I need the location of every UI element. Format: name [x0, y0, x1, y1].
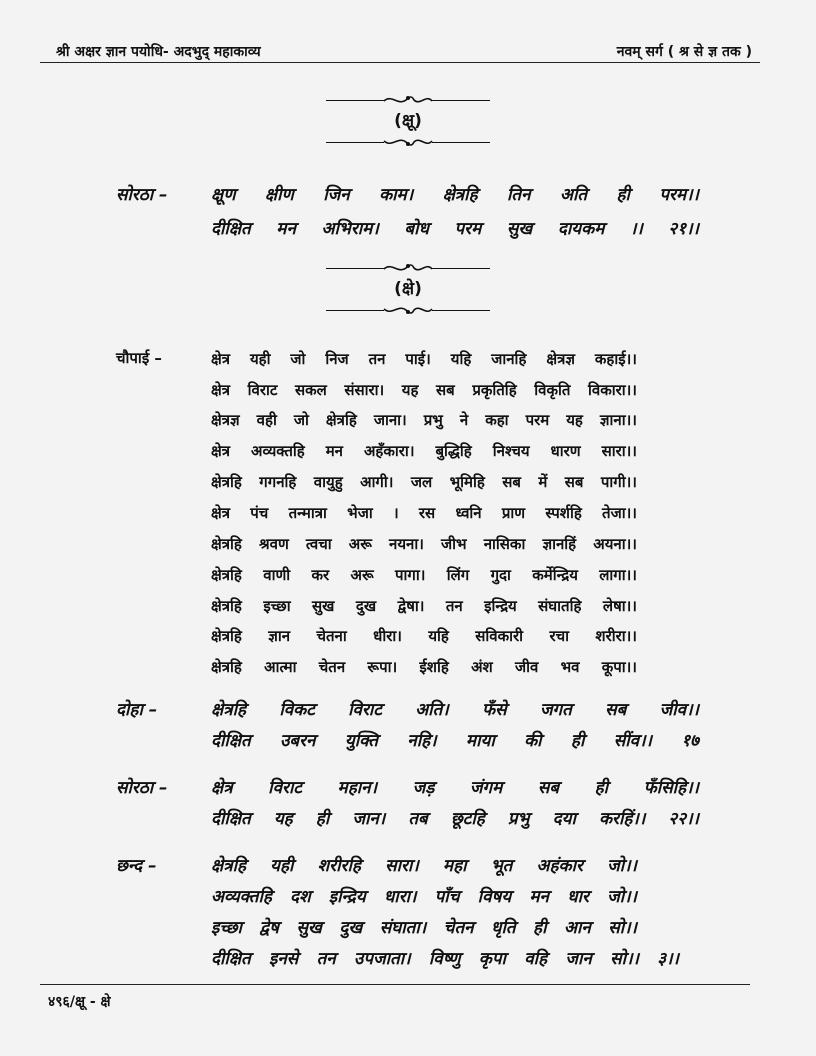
verse-line: क्षेत्र यही जो निज तन पाई। यहि जानहि क्षेत्रज्ञ कहाई।। [211, 350, 637, 368]
top-ornament [318, 260, 498, 276]
page-header [40, 40, 760, 63]
verse-line: दीक्षित इनसे तन उपजाता। विष्णु कृपा वहि जान सो।। ३।। [211, 949, 679, 969]
section-heading-kshe [318, 260, 498, 318]
verse-line: क्षूण क्षीण जिन काम। क्षेत्रहि तिन अति ही परम।। [211, 185, 699, 205]
footer-rule [40, 984, 750, 985]
verse-line: क्षेत्र पंच तन्मात्रा भेजा । रस ध्वनि प्राण स्पर्शहि तेजा।। [211, 504, 637, 522]
verse-line: क्षेत्र अव्यक्तहि मन अहँकारा। बुद्धिहि निश्चय धारण सारा।। [211, 442, 637, 460]
page-number: ४९६/क्षू - क्षे [48, 994, 111, 1010]
flourish-icon [382, 302, 434, 318]
verse-line: दीक्षित उबरन युक्ति नहि। माया की ही सींव।। १७ [211, 731, 699, 751]
flourish-icon [382, 92, 434, 108]
bottom-ornament [318, 302, 498, 318]
chaupai-label: चौपाई – [116, 349, 162, 367]
section-title: (क्षे) [394, 279, 422, 299]
verse-line: क्षेत्र विराट सकल संसारा। यह सब प्रकृतिहि विकृति विकारा।। [211, 381, 637, 399]
verse-line: दीक्षित मन अभिराम। बोध परम सुख दायकम ।। २१।। [211, 219, 699, 239]
verse-line: क्षेत्रहि आत्मा चेतन रूपा। ईशहि अंश जीव भव कूपा।। [211, 658, 637, 676]
verse-line: क्षेत्रहि विकट विराट अति। फँसे जगत सब जीव।। [211, 700, 699, 720]
section-heading-kshoo [318, 92, 498, 150]
top-ornament [318, 92, 498, 108]
verse-line: क्षेत्रहि श्रवण त्वचा अरू नयना। जीभ नासिका ज्ञानहिं अयना।। [211, 535, 637, 553]
verse-line: क्षेत्रहि वाणी कर अरू पागा। लिंग गुदा कर्मेन्द्रिय लागा।। [211, 566, 637, 584]
chapter-title: नवम् सर्ग ( श्र से ज्ञ तक ) [616, 44, 752, 60]
verse-line: क्षेत्रहि ज्ञान चेतना धीरा। यहि सविकारी रचा शरीरा।। [211, 627, 637, 645]
verse-line: क्षेत्रहि इच्छा सुख दुख द्वेषा। तन इन्द्रिय संघातहि लेषा।। [211, 597, 637, 615]
verse-line: इच्छा द्वेष सुख दुख संघाता। चेतन धृति ही आन सो।। [211, 918, 637, 938]
flourish-icon [382, 134, 434, 150]
sortha-label: सोरठा – [116, 778, 168, 798]
book-title: श्री अक्षर ज्ञान पयोधि- अदभुद् महाकाव्य [56, 44, 261, 60]
chhand-label: छन्द – [116, 856, 157, 876]
bottom-ornament [318, 134, 498, 150]
verse-line: दीक्षित यह ही जान। तब छूटहि प्रभु दया करहिं।। २२।। [211, 809, 699, 829]
flourish-icon [382, 260, 434, 276]
verse-line: क्षेत्रज्ञ वही जो क्षेत्रहि जाना। प्रभु ने कहा परम यह ज्ञाना।। [211, 411, 637, 429]
doha-label: दोहा – [116, 700, 158, 720]
section-title: (क्षू) [394, 111, 422, 131]
verse-line: क्षेत्र विराट महान। जड़ जंगम सब ही फँसिहि।। [211, 778, 699, 798]
verse-line: अव्यक्तहि दश इन्द्रिय धारा। पाँच विषय मन धार जो।। [211, 887, 637, 907]
sortha-label: सोरठा – [116, 185, 168, 205]
verse-line: क्षेत्रहि गगनहि वायुहु आगी। जल भूमिहि सब में सब पागी।। [211, 473, 637, 491]
verse-line: क्षेत्रहि यही शरीरहि सारा। महा भूत अहंकार जो।। [211, 856, 637, 876]
